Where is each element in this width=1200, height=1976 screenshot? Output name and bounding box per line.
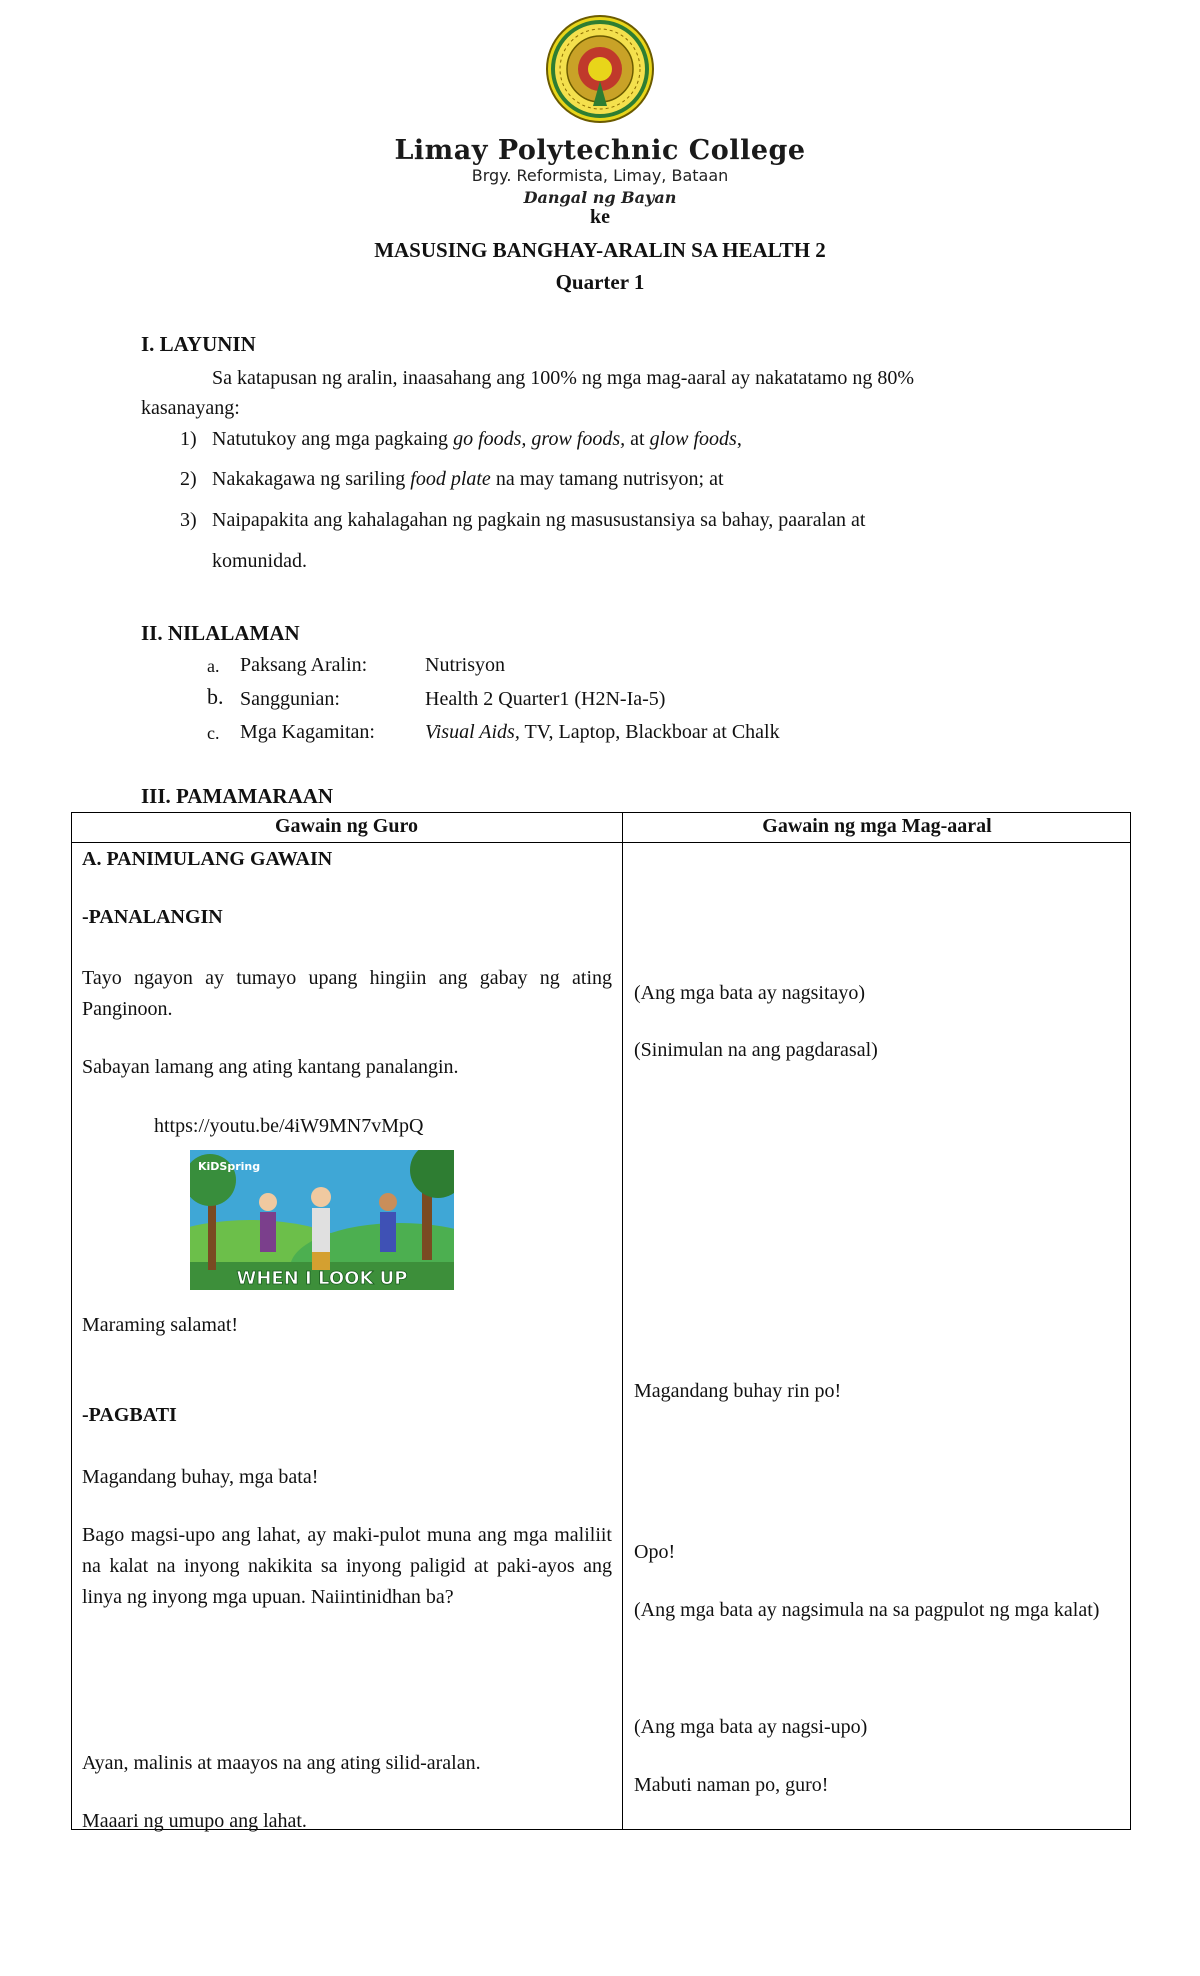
magaaral-pray: (Sinimulan na ang pagdarasal)	[634, 1039, 878, 1061]
objective-1	[212, 426, 742, 452]
nilalaman-value	[425, 719, 780, 745]
nilalaman-letter: c.	[207, 723, 220, 743]
guro-prayer-instruction: Tayo ngayon ay tumayo upang hingiin ang gabay ng ating Panginoon.	[82, 967, 612, 1020]
objective-italic: go foods, grow foods,	[453, 428, 626, 450]
college-address: Brgy. Reformista, Limay, Bataan	[471, 166, 729, 185]
nilalaman-value-italic: Visual Aids,	[425, 721, 520, 743]
layunin-heading: I. LAYUNIN	[141, 332, 256, 356]
video-link[interactable]: https://youtu.be/4iW9MN7vMpQ	[154, 1115, 424, 1137]
video-caption: WHEN I LOOK UP	[236, 1268, 408, 1289]
guro-cleanup-instruction: Bago magsi-upo ang lahat, ay maki-pulot muna ang mga maliliit na kalat na inyong nakikita sa inyong paligid at paki-ayos ang linya ng inyong mga upuan. Naiintinidhan ba?	[82, 1524, 612, 1608]
table-header-divider	[71, 842, 1131, 843]
pagbati-heading: -PAGBATI	[82, 1404, 177, 1426]
objective-text: na may tamang nutrisyon; at	[490, 468, 724, 490]
table-column-divider	[622, 812, 623, 1830]
objective-text: at	[625, 428, 650, 450]
video-brand: KiDSpring	[198, 1160, 261, 1173]
nilalaman-value: Nutrisyon	[425, 654, 505, 676]
nilalaman-value: Health 2 Quarter1 (H2N-Ia-5)	[425, 688, 666, 710]
magaaral-stand: (Ang mga bata ay nagsitayo)	[634, 982, 866, 1004]
objective-3-line1: Naipapakita ang kahalagahan ng pagkain ng masusustansiya sa bahay, paaralan at	[212, 509, 866, 531]
panalangin-heading: -PANALANGIN	[82, 906, 223, 928]
nilalaman-value-text: TV, Laptop, Blackboar at Chalk	[519, 721, 780, 743]
objective-number: 2)	[180, 468, 197, 490]
guro-clean-room: Ayan, malinis at maayos na ang ating silid-aralan.	[82, 1752, 481, 1774]
stray-text: ke	[590, 206, 610, 228]
document-quarter: Quarter 1	[555, 270, 645, 294]
nilalaman-heading: II. NILALAMAN	[141, 621, 300, 645]
magaaral-greeting: Magandang buhay rin po!	[634, 1380, 842, 1402]
college-name: Limay Polytechnic College	[394, 135, 806, 166]
magaaral-sit: (Ang mga bata ay nagsi-upo)	[634, 1716, 868, 1738]
nilalaman-label: Paksang Aralin:	[240, 654, 368, 676]
video-thumbnail[interactable]	[190, 1150, 454, 1290]
college-logo	[545, 14, 655, 124]
guro-sit-down: Maaari ng umupo ang lahat.	[82, 1810, 307, 1832]
magaaral-pickup: (Ang mga bata ay nagsimula na sa pagpulot ng mga kalat)	[634, 1599, 1100, 1621]
objective-number: 3)	[180, 509, 197, 531]
guro-greeting: Magandang buhay, mga bata!	[82, 1466, 319, 1488]
layunin-intro-line2: kasanayang:	[141, 397, 240, 419]
nilalaman-letter: a.	[207, 656, 220, 676]
layunin-intro-line1: Sa katapusan ng aralin, inaasahang ang 100% ng mga mag-aaral ay nakatatamo ng 80%	[212, 367, 914, 389]
guro-song-instruction: Sabayan lamang ang ating kantang panalangin.	[82, 1056, 459, 1078]
objective-text: Natutukoy ang mga pagkaing	[212, 428, 454, 450]
magaaral-opo: Opo!	[634, 1541, 676, 1563]
column-header-guro: Gawain ng Guro	[275, 815, 418, 837]
objective-italic: food plate	[410, 468, 491, 490]
magaaral-reply: Mabuti naman po, guro!	[634, 1774, 829, 1796]
guro-thanks: Maraming salamat!	[82, 1314, 239, 1336]
pamamaraan-heading: III. PAMAMARAAN	[141, 784, 334, 808]
objective-italic: glow foods	[649, 428, 737, 450]
objective-3-line2: komunidad.	[212, 550, 307, 572]
objective-text: Nakakagawa ng sariling	[212, 468, 411, 490]
objective-text: ,	[736, 428, 742, 450]
nilalaman-label: Mga Kagamitan:	[240, 721, 375, 743]
objective-2	[212, 466, 724, 492]
column-header-magaaral: Gawain ng mga Mag-aaral	[762, 815, 992, 837]
nilalaman-letter: b.	[207, 684, 224, 709]
nilalaman-label: Sanggunian:	[240, 688, 340, 710]
section-a-heading: A. PANIMULANG GAWAIN	[82, 848, 333, 870]
objective-number: 1)	[180, 428, 197, 450]
document-title: MASUSING BANGHAY-ARALIN SA HEALTH 2	[374, 238, 826, 262]
college-motto: Dangal ng Bayan	[523, 188, 677, 207]
